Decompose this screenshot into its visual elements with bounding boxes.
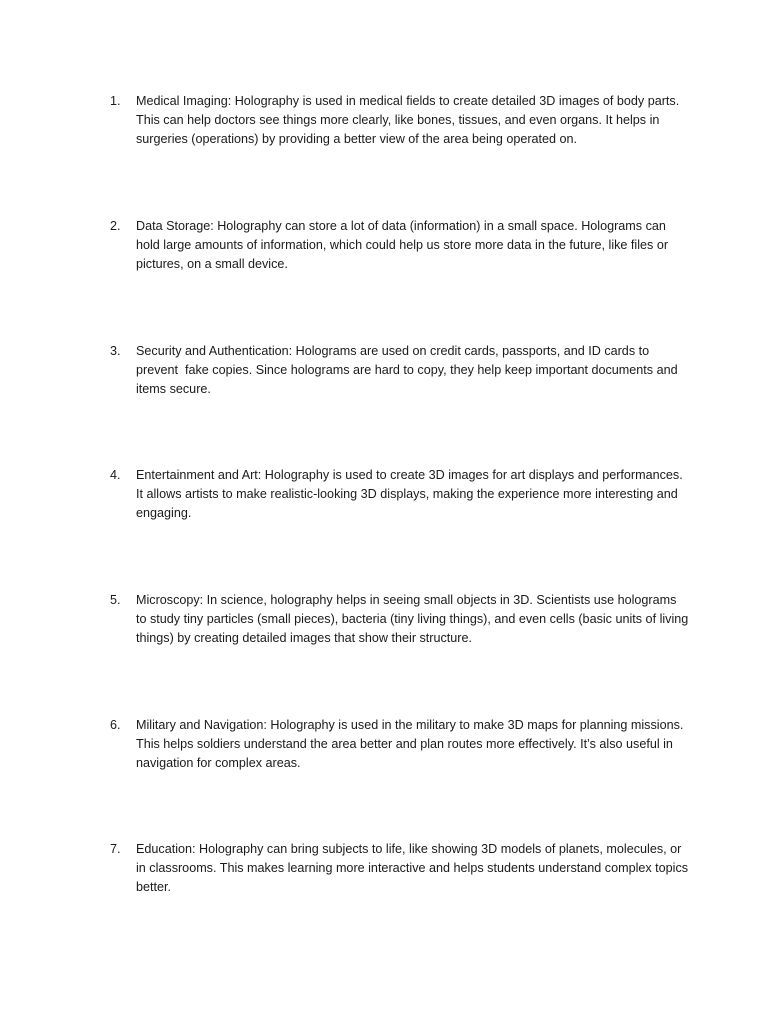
list-item <box>110 591 690 648</box>
list-item-text: Data Storage: Holography can store a lot of data (information) in a small space. Holograms can hold large amounts of information, which could help us store more data in the future, like files or pictures, on a small device. <box>136 219 672 271</box>
list-item-text: Medical Imaging: Holography is used in medical fields to create detailed 3D images of body parts. This can help doctors see things more clearly, like bones, tissues, and even organs. It helps in surgeries (operations) by providing a better view of the area being operated on. <box>136 94 683 146</box>
list-item-text: Security and Authentication: Holograms are used on credit cards, passports, and ID cards to prevent fake copies. Since holograms are hard to copy, they help keep important documents and items secure. <box>136 344 682 396</box>
list-item <box>110 342 690 399</box>
list-item-text: Education: Holography can bring subjects to life, like showing 3D models of planets, molecules, or in classrooms. This makes learning more interactive and helps students understand complex topics better. <box>136 842 692 894</box>
list-item-number: 3. <box>110 344 121 358</box>
list-item-text: Microscopy: In science, holography helps in seeing small objects in 3D. Scientists use holograms to study tiny particles (small pieces), bacteria (tiny living things), and even cells (basic units of living things) by creating detailed images that show their structure. <box>136 593 692 645</box>
list-item <box>110 217 690 274</box>
list-item-number: 4. <box>110 468 121 482</box>
list-item <box>110 92 690 149</box>
list-item-number: 6. <box>110 718 121 732</box>
list-item-number: 7. <box>110 842 121 856</box>
list-item-text: Entertainment and Art: Holography is used to create 3D images for art displays and performances. It allows artists to make realistic-looking 3D displays, making the experience more interesting and engaging. <box>136 468 687 520</box>
list-item <box>110 716 690 773</box>
list-item-text: Military and Navigation: Holography is used in the military to make 3D maps for planning missions. This helps soldiers understand the area better and plan routes more effectively. It’s also useful in navigation for complex areas. <box>136 718 687 770</box>
list-item-number: 5. <box>110 593 121 607</box>
list-item <box>110 840 690 897</box>
list-item-number: 2. <box>110 219 121 233</box>
list-item-number: 1. <box>110 94 121 108</box>
list-item <box>110 466 690 523</box>
